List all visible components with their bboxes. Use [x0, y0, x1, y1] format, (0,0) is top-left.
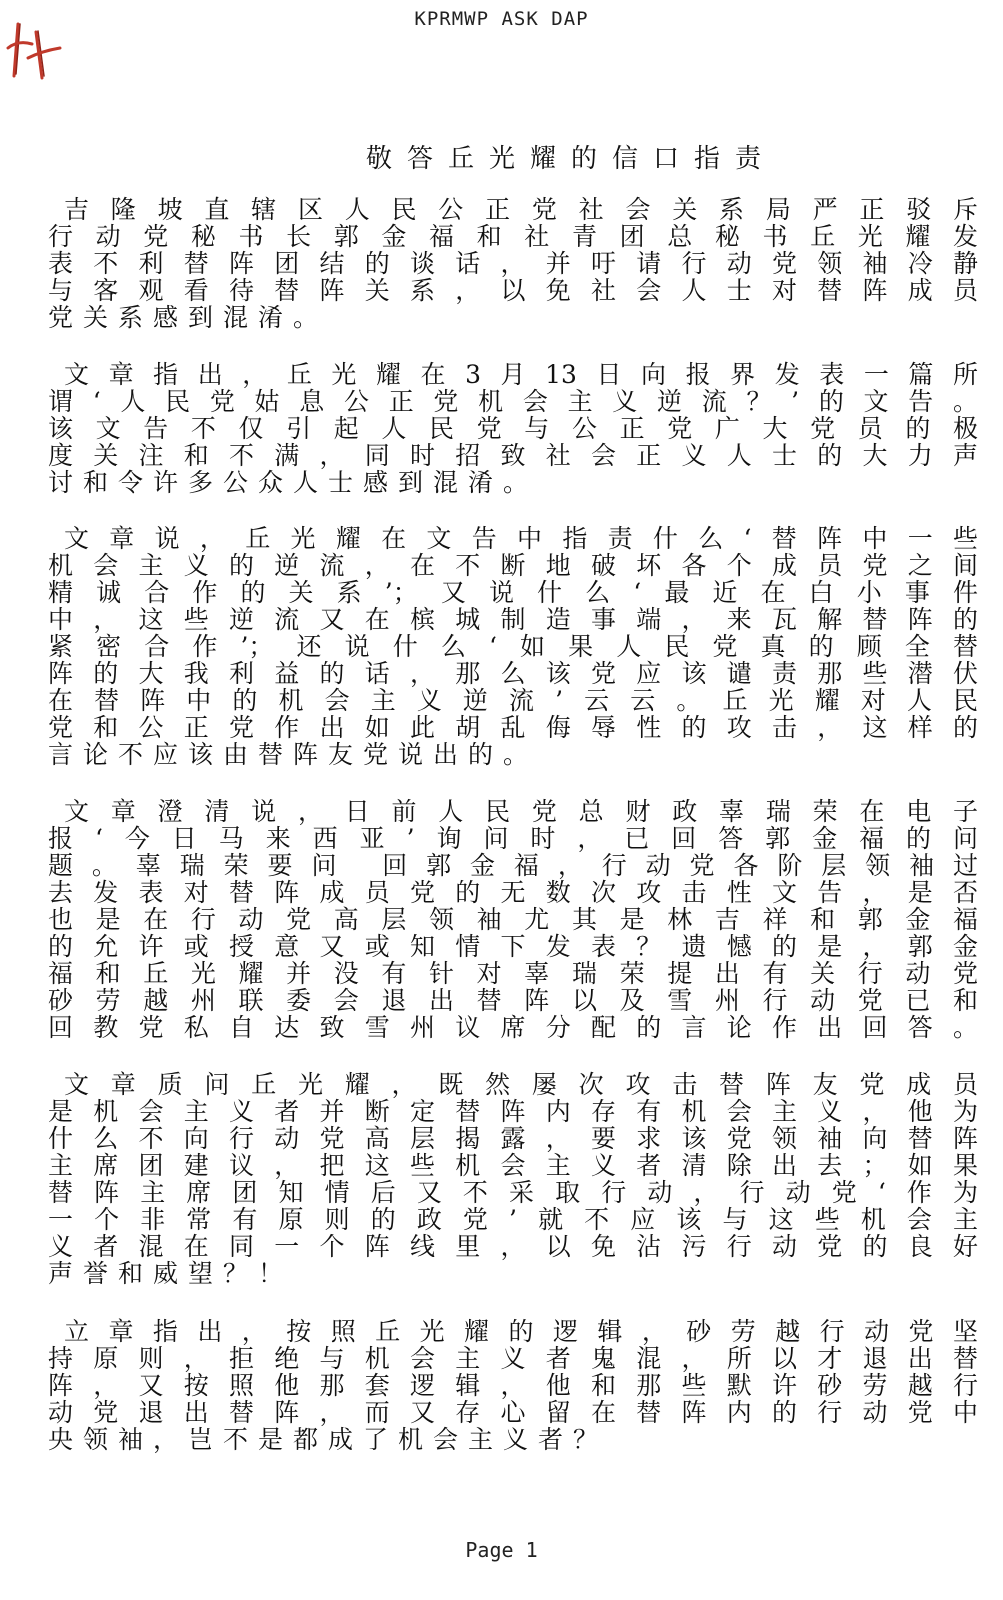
text-line: 央领袖，岂不是都成了机会主义者？	[48, 1425, 609, 1454]
text-line: 持原则，拒绝与机会主义者鬼混，所以才退出替	[48, 1344, 978, 1373]
text-line: 讨和令许多公众人士感到混淆。	[48, 468, 539, 497]
text-line: 该文告不仅引起人民党与公正党广大党员的极	[48, 414, 978, 443]
text-line: 党和公正党作出如此胡乱侮辱性的攻击，这样的	[48, 713, 978, 742]
text-line: 行动党秘书长郭金福和社青团总秘书丘光耀发	[48, 222, 978, 251]
text-line: 紧密合作’；还说什么‘如果人民党真的顾全替	[48, 632, 978, 661]
text-line: 报‘今日马来西亚’询问时，已回答郭金福的问	[48, 824, 978, 853]
text-line: 一个非常有原则的政党’就不应该与这些机会主	[48, 1205, 978, 1234]
text-line: 是机会主义者并断定替阵内存有机会主义，他为	[48, 1097, 978, 1126]
text-line: 什么不向行动党高层揭露，要求该党领袖向替阵	[48, 1124, 978, 1153]
paragraph-5	[48, 1071, 978, 1287]
paragraph-3	[48, 525, 978, 768]
text-line: 立章指出，按照丘光耀的逻辑，砂劳越行动党坚	[64, 1317, 978, 1346]
text-line: 言论不应该由替阵友党说出的。	[48, 740, 539, 769]
text-line: 吉隆坡直辖区人民公正党社会关系局严正驳斥	[64, 195, 978, 224]
text-line: 在替阵中的机会主义逆流’云云。丘光耀对人民	[48, 686, 978, 715]
text-line: 阵的大我利益的话，那么该党应该谴责那些潜伏	[48, 659, 978, 688]
text-line: 义者混在同一个阵线里，以免沾污行动党的良好	[48, 1232, 978, 1261]
text-line: 文章澄清说，日前人民党总财政辜瑞荣在电子	[64, 797, 978, 826]
fax-header: KPRMWP ASK DAP	[414, 8, 589, 30]
text-line: 回教党私自达致雪州议席分配的言论作出回答。	[48, 1013, 978, 1042]
text-line: 党关系感到混淆。	[48, 303, 329, 332]
text-line: 去发表对替阵成员党的无数次攻击性文告，是否	[48, 878, 978, 907]
text-line: 的允许或授意又或知情下发表？遗憾的是，郭金	[48, 932, 978, 961]
text-line: 福和丘光耀并没有针对辜瑞荣提出有关行动党	[48, 959, 978, 988]
text-line: 机会主义的逆流，在不断地破坏各个成员党之间	[48, 551, 978, 580]
text-line: 文章指出，丘光耀在3月13日向报界发表一篇所	[64, 360, 978, 389]
text-line: 精诚合作的关系’；又说什么‘最近在白小事件	[48, 578, 978, 607]
text-line: 动党退出替阵，而又存心留在替阵内的行动党中	[48, 1398, 978, 1427]
text-line: 与客观看待替阵关系，以免社会人士对替阵成员	[48, 276, 978, 305]
paragraph-6	[48, 1318, 978, 1453]
paragraph-2	[48, 361, 978, 496]
text-line: 声誉和威望？！	[48, 1259, 294, 1288]
text-line: 砂劳越州联委会退出替阵以及雪州行动党已和	[48, 986, 978, 1015]
text-line: 度关注和不满，同时招致社会正义人士的大力声	[48, 441, 978, 470]
page-number: Page 1	[465, 1538, 538, 1562]
paragraph-1	[48, 196, 978, 331]
text-line: 谓‘人民党姑息公正党机会主义逆流？’的文告。	[48, 387, 978, 416]
document-title: 敬答丘光耀的信口指责	[366, 144, 777, 174]
text-line: 文章说，丘光耀在文告中指责什么‘替阵中一些	[64, 524, 978, 553]
text-line: 表不利替阵团结的谈话，并吁请行动党领袖冷静	[48, 249, 978, 278]
text-line: 阵，又按照他那套逻辑，他和那些默许砂劳越行	[48, 1371, 978, 1400]
text-line: 题。辜瑞荣要问 回郭金福，行动党各阶层领袖过	[48, 851, 978, 880]
text-line: 主席团建议，把这些机会主义者清除出去；如果	[48, 1151, 978, 1180]
text-line: 文章质问丘光耀，既然屡次攻击替阵友党成员	[64, 1070, 978, 1099]
text-line: 也是在行动党高层领袖尤其是林吉祥和郭金福	[48, 905, 978, 934]
handwritten-mark-icon	[6, 18, 66, 80]
paragraph-4	[48, 798, 978, 1041]
text-line: 中，这些逆流又在槟城制造事端，来瓦解替阵的	[48, 605, 978, 634]
text-line: 替阵主席团知情后又不采取行动，行动党‘作为	[48, 1178, 978, 1207]
